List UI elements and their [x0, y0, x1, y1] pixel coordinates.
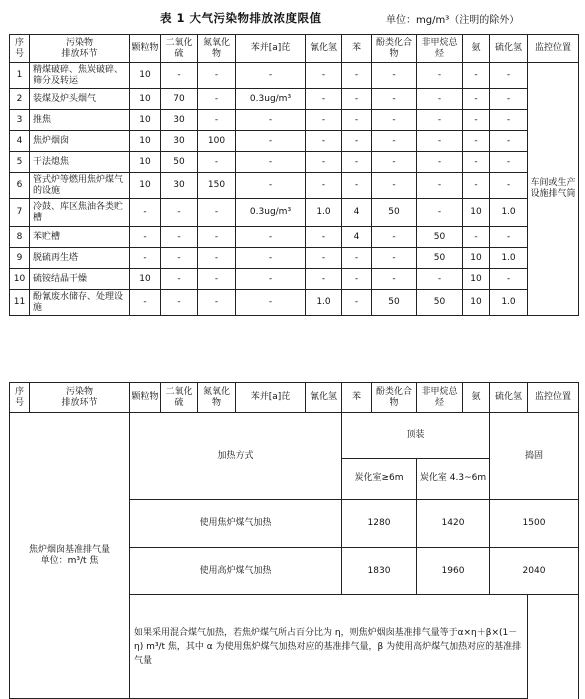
value-cell: 10	[463, 290, 490, 316]
value-cell: -	[198, 152, 236, 173]
value-cell: -	[306, 63, 342, 89]
header-cell: 硫化氢	[490, 35, 528, 63]
header-row	[10, 383, 579, 413]
value-cell: -	[306, 152, 342, 173]
value-cell: -	[306, 269, 342, 290]
value-cell: -	[490, 63, 528, 89]
value-cell: 4	[342, 199, 372, 227]
header-cell: 氨	[463, 383, 490, 413]
mixed-gas-note: 如果采用混合煤气加热，若焦炉煤气所占百分比为 η，则焦炉烟囱基准排气量等于α×η＋β×(1－η) m³/t 焦，其中 α 为使用焦炉煤气加热对应的基准排气量，β 为使用高炉煤气加热对应的基准排气量	[130, 595, 528, 699]
source-cell: 酚氰废水储存、处理设施	[30, 290, 130, 316]
header-cell: 污染物 排放环节	[30, 383, 130, 413]
table-row	[10, 199, 579, 227]
header-cell: 非甲烷总烃	[417, 383, 463, 413]
header-cell: 苯	[342, 35, 372, 63]
heat-mode-header: 加热方式	[130, 413, 342, 500]
table-row	[10, 131, 579, 152]
value-cell: -	[236, 248, 306, 269]
table-caption	[0, 6, 585, 26]
value-cell: -	[198, 63, 236, 89]
value-cell: 10	[130, 63, 161, 89]
value-cell: -	[417, 110, 463, 131]
value-cell: -	[130, 248, 161, 269]
value-cell: -	[342, 248, 372, 269]
header-cell: 苯并[a]芘	[236, 383, 306, 413]
header-cell: 监控位置	[528, 35, 579, 63]
value-cell: 10	[463, 199, 490, 227]
value-cell: 1.0	[490, 290, 528, 316]
value-cell: -	[463, 110, 490, 131]
value-cell: -	[198, 199, 236, 227]
value-cell: -	[463, 63, 490, 89]
value-cell: -	[417, 89, 463, 110]
value-cell: -	[372, 89, 417, 110]
value-cell: -	[463, 89, 490, 110]
value-cell: 50	[417, 290, 463, 316]
value-cell: -	[198, 290, 236, 316]
value-cell: -	[342, 110, 372, 131]
table-row	[10, 152, 579, 173]
value-cell: 1500	[490, 500, 579, 548]
value-cell: -	[161, 199, 198, 227]
value-cell: -	[161, 248, 198, 269]
value-cell: 6	[10, 173, 30, 199]
value-cell: -	[236, 152, 306, 173]
header-cell: 非甲烷总烃	[417, 35, 463, 63]
header-cell: 氰化氢	[306, 35, 342, 63]
reference-exhaust-table	[9, 382, 579, 699]
value-cell: -	[417, 173, 463, 199]
source-cell: 脱硫再生塔	[30, 248, 130, 269]
header-cell: 颗粒物	[130, 35, 161, 63]
value-cell: 4	[342, 227, 372, 248]
table-row	[10, 227, 579, 248]
header-cell: 硫化氢	[490, 383, 528, 413]
source-cell: 精煤破碎、焦炭破碎、筛分及转运	[30, 63, 130, 89]
value-cell: -	[130, 227, 161, 248]
source-cell: 焦炉烟囱	[30, 131, 130, 152]
value-cell: 10	[463, 248, 490, 269]
chamber-6m-header: 炭化室≥6m	[342, 458, 417, 499]
value-cell: -	[372, 152, 417, 173]
table-row	[10, 269, 579, 290]
value-cell: 10	[130, 269, 161, 290]
value-cell: 1.0	[306, 199, 342, 227]
table-row	[10, 248, 579, 269]
value-cell: -	[306, 131, 342, 152]
value-cell: -	[306, 173, 342, 199]
table-title: 表 1 大气污染物排放浓度限值	[160, 11, 322, 25]
value-cell: -	[198, 89, 236, 110]
value-cell: 50	[161, 152, 198, 173]
value-cell: 7	[10, 199, 30, 227]
value-cell: -	[372, 269, 417, 290]
source-cell: 管式炉等燃用焦炉煤气的设施	[30, 173, 130, 199]
table-row	[10, 63, 579, 89]
value-cell: 100	[198, 131, 236, 152]
heating-mode-cell: 使用高炉煤气加热	[130, 547, 342, 595]
source-cell: 推焦	[30, 110, 130, 131]
value-cell: -	[161, 63, 198, 89]
value-cell: 1.0	[306, 290, 342, 316]
value-cell: -	[236, 110, 306, 131]
value-cell: 10	[10, 269, 30, 290]
value-cell: -	[198, 227, 236, 248]
value-cell: 0.3ug/m³	[236, 199, 306, 227]
tamp-header: 捣固	[490, 413, 579, 500]
value-cell: -	[463, 152, 490, 173]
value-cell: -	[417, 152, 463, 173]
value-cell: 10	[463, 269, 490, 290]
value-cell: 10	[130, 173, 161, 199]
value-cell: -	[372, 110, 417, 131]
chamber-4-6m-header: 炭化室 4.3~6m	[417, 458, 490, 499]
value-cell: 2040	[490, 547, 579, 595]
value-cell: -	[236, 269, 306, 290]
header-cell: 二氧化硫	[161, 35, 198, 63]
header-cell: 氮氧化物	[198, 383, 236, 413]
value-cell: -	[490, 152, 528, 173]
value-cell: 50	[372, 290, 417, 316]
top-load-header: 顶装	[342, 413, 490, 459]
header-cell: 监控位置	[528, 383, 579, 413]
header-cell: 苯	[342, 383, 372, 413]
value-cell: -	[342, 290, 372, 316]
value-cell: 3	[10, 110, 30, 131]
source-cell: 苯贮槽	[30, 227, 130, 248]
value-cell: -	[236, 131, 306, 152]
value-cell: -	[490, 110, 528, 131]
value-cell: -	[490, 269, 528, 290]
header-cell: 序号	[10, 383, 30, 413]
value-cell: 70	[161, 89, 198, 110]
value-cell: 5	[10, 152, 30, 173]
heat-mode-row	[10, 413, 579, 459]
header-cell: 二氧化硫	[161, 383, 198, 413]
value-cell: 9	[10, 248, 30, 269]
value-cell: 10	[130, 131, 161, 152]
value-cell: -	[161, 269, 198, 290]
value-cell: -	[342, 269, 372, 290]
header-cell: 污染物 排放环节	[30, 35, 130, 63]
value-cell: 1960	[417, 547, 490, 595]
value-cell: -	[463, 131, 490, 152]
value-cell: -	[342, 63, 372, 89]
emission-limits-table	[9, 34, 579, 316]
value-cell: 1420	[417, 500, 490, 548]
value-cell: -	[342, 89, 372, 110]
value-cell: 1280	[342, 500, 417, 548]
value-cell: -	[372, 63, 417, 89]
header-cell: 酚类化合物	[372, 35, 417, 63]
unit-note: 单位：mg/m³（注明的除外）	[386, 15, 520, 26]
value-cell: -	[417, 269, 463, 290]
value-cell: -	[306, 227, 342, 248]
value-cell: -	[490, 89, 528, 110]
value-cell: -	[463, 227, 490, 248]
value-cell: 50	[372, 199, 417, 227]
header-cell: 氮氧化物	[198, 35, 236, 63]
value-cell: -	[342, 173, 372, 199]
source-cell: 硫铵结晶干燥	[30, 269, 130, 290]
monitor-position-cell: 车间或生产设施排气筒	[528, 63, 579, 316]
value-cell: -	[417, 63, 463, 89]
value-cell: -	[342, 131, 372, 152]
value-cell: 30	[161, 110, 198, 131]
value-cell: -	[372, 248, 417, 269]
table-row	[10, 173, 579, 199]
value-cell: 2	[10, 89, 30, 110]
value-cell: -	[236, 173, 306, 199]
value-cell: -	[372, 173, 417, 199]
value-cell: -	[198, 269, 236, 290]
value-cell: -	[463, 173, 490, 199]
value-cell: 10	[130, 89, 161, 110]
source-cell: 干法熄焦	[30, 152, 130, 173]
value-cell: 0.3ug/m³	[236, 89, 306, 110]
value-cell: -	[236, 290, 306, 316]
table-row	[10, 89, 579, 110]
value-cell: -	[490, 131, 528, 152]
value-cell: -	[130, 290, 161, 316]
header-cell: 苯并[a]芘	[236, 35, 306, 63]
item-cell: 焦炉烟囱基准排气量 单位：m³/t 焦	[10, 413, 130, 699]
value-cell: -	[342, 152, 372, 173]
value-cell: -	[306, 110, 342, 131]
table-row	[10, 110, 579, 131]
value-cell: 11	[10, 290, 30, 316]
value-cell: 50	[417, 227, 463, 248]
value-cell: 8	[10, 227, 30, 248]
value-cell: 10	[130, 110, 161, 131]
value-cell: -	[236, 63, 306, 89]
value-cell: -	[417, 131, 463, 152]
value-cell: 10	[130, 152, 161, 173]
value-cell: -	[130, 199, 161, 227]
value-cell: 1.0	[490, 248, 528, 269]
value-cell: 50	[417, 248, 463, 269]
header-cell: 酚类化合物	[372, 383, 417, 413]
header-cell: 颗粒物	[130, 383, 161, 413]
value-cell: 1.0	[490, 199, 528, 227]
value-cell: -	[161, 227, 198, 248]
value-cell: 1830	[342, 547, 417, 595]
value-cell: -	[372, 227, 417, 248]
value-cell: -	[198, 110, 236, 131]
value-cell: -	[306, 248, 342, 269]
value-cell: 30	[161, 173, 198, 199]
value-cell: -	[198, 248, 236, 269]
value-cell: -	[417, 199, 463, 227]
value-cell: 30	[161, 131, 198, 152]
value-cell: 4	[10, 131, 30, 152]
value-cell: 150	[198, 173, 236, 199]
source-cell: 冷鼓、库区焦油各类贮槽	[30, 199, 130, 227]
table-row	[10, 290, 579, 316]
header-cell: 序号	[10, 35, 30, 63]
value-cell: -	[372, 131, 417, 152]
heating-mode-cell: 使用焦炉煤气加热	[130, 500, 342, 548]
value-cell: -	[490, 227, 528, 248]
header-row	[10, 35, 579, 63]
source-cell: 装煤及炉头烟气	[30, 89, 130, 110]
header-cell: 氨	[463, 35, 490, 63]
value-cell: -	[236, 227, 306, 248]
value-cell: -	[490, 173, 528, 199]
value-cell: -	[306, 89, 342, 110]
header-cell: 氰化氢	[306, 383, 342, 413]
value-cell: 1	[10, 63, 30, 89]
value-cell: -	[161, 290, 198, 316]
